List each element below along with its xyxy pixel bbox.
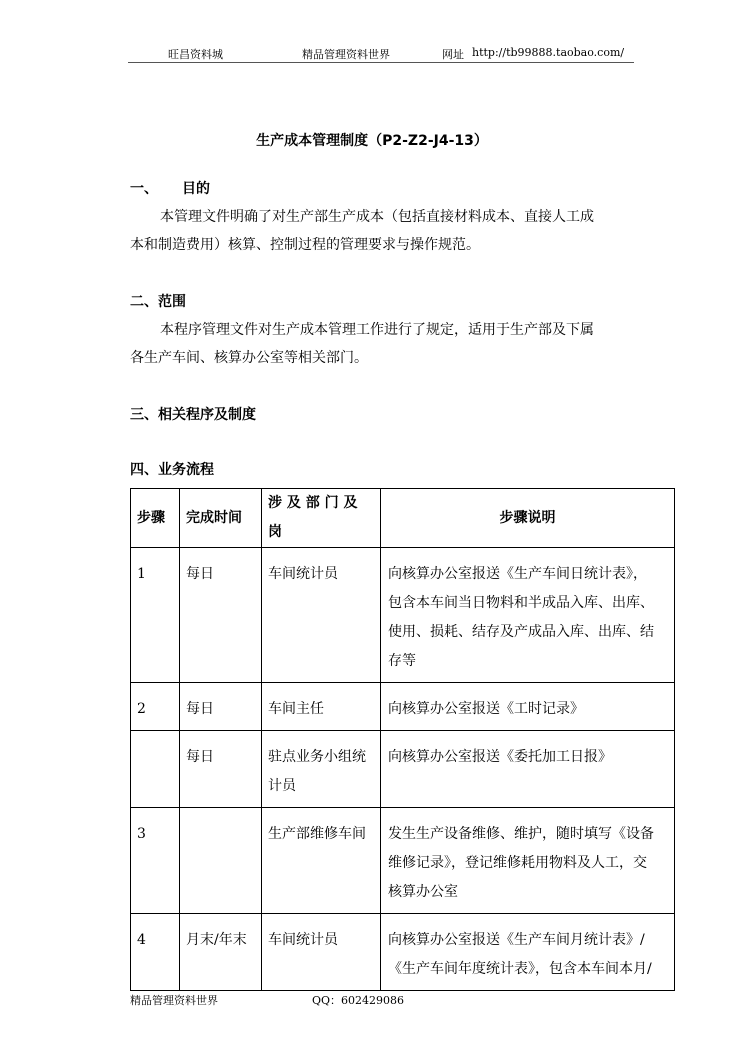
workflow-table: [130, 488, 675, 991]
cell-line: 车间统计员: [268, 566, 338, 582]
cell-line: 维修记录》，登记维修耗用物料及人工，交: [388, 855, 647, 871]
cell-line: 计员: [268, 778, 296, 794]
table-row: [131, 808, 675, 914]
page-header: [128, 44, 634, 63]
step-cell: [131, 683, 180, 731]
column-header-time: 完成时间: [180, 489, 262, 548]
table-row: [131, 914, 675, 991]
section-heading-scope: 二、范围: [130, 294, 186, 310]
time-cell: [180, 548, 262, 683]
column-header-step: 步骤: [131, 489, 180, 548]
paragraph-line: 本和制造费用）核算、控制过程的管理要求与操作规范。: [130, 237, 480, 253]
section-heading-procedures: 三、相关程序及制度: [130, 407, 256, 423]
cell-line: 生产部维修车间: [268, 826, 366, 842]
cell-line: 核算办公室: [388, 884, 458, 900]
description-cell: [381, 808, 675, 914]
cell-line: 包含本车间当日物料和半成品入库、出库、: [388, 595, 654, 611]
footer-world: 精品管理资料世界: [130, 994, 218, 1007]
cell-line: 使用、损耗、结存及产成品入库、出库、结: [388, 624, 654, 640]
cell-line: 向核算办公室报送《生产车间日统计表》，: [388, 566, 647, 582]
section-title: 目的: [182, 181, 210, 197]
header-world: 精品管理资料世界: [302, 48, 390, 61]
header-shop-name: 旺昌资料城: [168, 48, 223, 61]
description-cell: [381, 914, 675, 991]
column-header-description: 步骤说明: [381, 489, 675, 548]
time-cell: [180, 731, 262, 808]
section-heading-workflow: 四、业务流程: [130, 462, 214, 478]
cell-text: 每日: [186, 749, 214, 765]
time-cell: [180, 914, 262, 991]
step-cell: [131, 731, 180, 808]
time-cell: [180, 683, 262, 731]
section-heading-purpose: [130, 178, 210, 198]
table-row: [131, 683, 675, 731]
step-cell: [131, 548, 180, 683]
cell-line: 车间主任: [268, 701, 324, 717]
department-cell: [262, 731, 381, 808]
time-cell: [180, 808, 262, 914]
step-cell: [131, 808, 180, 914]
paragraph-line: 本管理文件明确了对生产部生产成本（包括直接材料成本、直接人工成: [160, 209, 594, 225]
footer-qq: QQ：602429086: [312, 994, 405, 1007]
cell-line: 驻点业务小组统: [268, 749, 366, 765]
cell-line: 向核算办公室报送《工时记录》: [388, 701, 584, 717]
paragraph-line: 各生产车间、核算办公室等相关部门。: [130, 350, 368, 366]
header-site-label: 网址: [442, 48, 464, 61]
cell-line: 向核算办公室报送《生产车间月统计表》/: [388, 932, 645, 948]
department-cell: [262, 808, 381, 914]
cell-line: 发生生产设备维修、维护，随时填写《设备: [388, 826, 654, 842]
cell-text: 每日: [186, 566, 214, 582]
department-cell: [262, 683, 381, 731]
cell-text: 4: [137, 932, 146, 948]
section-number: 一、: [130, 181, 158, 197]
table-row: [131, 731, 675, 808]
step-cell: [131, 914, 180, 991]
cell-line: 向核算办公室报送《委托加工日报》: [388, 749, 612, 765]
description-cell: [381, 731, 675, 808]
paragraph-line: 本程序管理文件对生产成本管理工作进行了规定，适用于生产部及下属: [160, 322, 594, 338]
cell-text: 2: [137, 701, 146, 717]
cell-line: 《生产车间年度统计表》，包含本车间本月/: [388, 961, 652, 977]
description-cell: [381, 683, 675, 731]
cell-text: 1: [137, 566, 146, 582]
table-header-row: [131, 489, 675, 548]
description-cell: [381, 548, 675, 683]
column-header-department: 涉 及 部 门 及 岗: [262, 489, 381, 548]
cell-line: 存等: [388, 653, 416, 669]
document-title: 生产成本管理制度（P2-Z2-J4-13）: [256, 133, 488, 149]
department-cell: [262, 914, 381, 991]
header-site-url[interactable]: http://tb99888.taobao.com/: [472, 46, 625, 59]
cell-text: 每日: [186, 701, 214, 717]
cell-text: 3: [137, 826, 146, 842]
table-row: [131, 548, 675, 683]
cell-text: 月末/年末: [186, 932, 247, 948]
cell-line: 车间统计员: [268, 932, 338, 948]
department-cell: [262, 548, 381, 683]
